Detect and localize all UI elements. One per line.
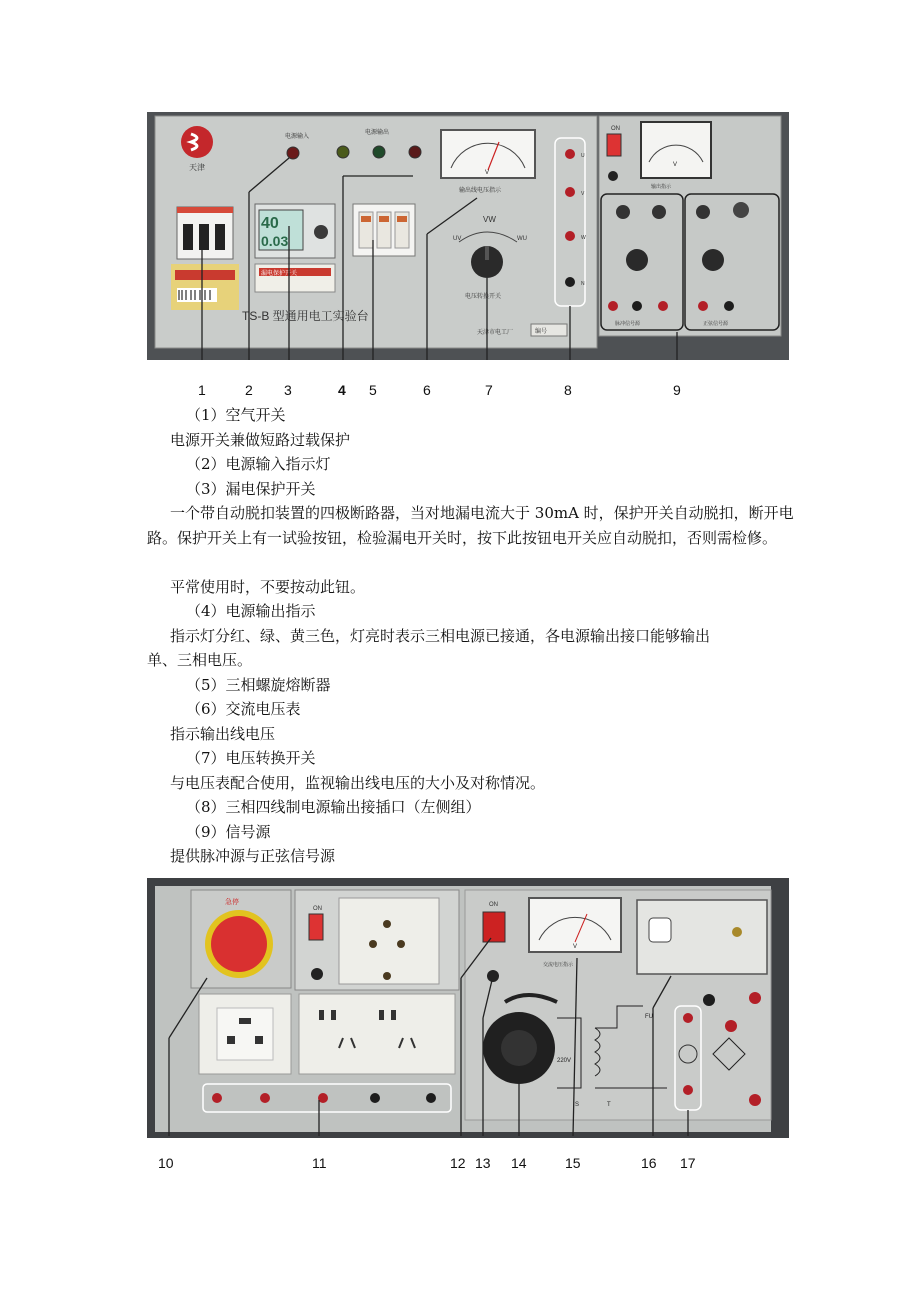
- led-output-red: [409, 146, 421, 158]
- item-7-desc: 与电压表配合使用，监视输出线电压的大小及对称情况。: [170, 774, 546, 792]
- callout-14: 14: [511, 1155, 527, 1171]
- callout-1: 1: [198, 382, 206, 398]
- led-output-yellow: [337, 146, 349, 158]
- stop-label: 急停: [225, 899, 239, 906]
- socket-label-w: W: [581, 235, 586, 241]
- callout-5: 5: [369, 382, 377, 398]
- item-6-title: （6）交流电压表: [186, 700, 301, 718]
- socket-label-v: V: [581, 191, 585, 197]
- switch-right: WU: [517, 236, 527, 242]
- panel-photo-1: [147, 112, 789, 360]
- signal-left-title: 脉冲信号源: [615, 321, 641, 327]
- item-4-desc-cont: 单、三相电压。: [147, 651, 253, 669]
- led-in-label: 电源输入: [285, 134, 310, 140]
- switch-caption: 电压转换开关: [465, 294, 502, 300]
- meter-unit: V: [485, 170, 490, 176]
- item-8-title: （8）三相四线制电源输出接插口（左侧组）: [186, 798, 481, 816]
- f2-meter-unit: V: [573, 944, 578, 950]
- figure2-callouts: [0, 1155, 920, 1185]
- meter-label: 输出线电压指示: [459, 188, 502, 194]
- signal-on: ON: [611, 126, 620, 132]
- item-6-desc: 指示输出线电压: [170, 725, 276, 743]
- item-4-title: （4）电源输出指示: [186, 602, 316, 620]
- air-switch: [177, 207, 233, 259]
- socket-label-u: U: [581, 153, 585, 159]
- signal-meter-unit: V: [673, 162, 678, 168]
- brand-text: 天津: [189, 163, 205, 172]
- callout-10: 10: [158, 1155, 174, 1171]
- callout-8: 8: [564, 382, 572, 398]
- callout-6: 6: [423, 382, 431, 398]
- callout-2: 2: [245, 382, 253, 398]
- fuse-block: [353, 204, 415, 256]
- led-out-label: 电源输出: [365, 130, 390, 136]
- panel-title: TS-B 型通用电工实验台: [242, 309, 369, 323]
- led-input-indicator: [287, 147, 299, 159]
- item-7-title: （7）电压转换开关: [186, 749, 316, 767]
- signal-meter-label: 输出指示: [651, 184, 672, 190]
- callout-15: 15: [565, 1155, 581, 1171]
- item-5-title: （5）三相螺旋熔断器: [186, 676, 331, 694]
- item-3-note: 平常使用时，不要按动此钮。: [170, 578, 366, 596]
- plate-text: 编号: [535, 329, 548, 335]
- item-9-title: （9）信号源: [186, 823, 271, 841]
- callout-4: 4: [338, 382, 346, 398]
- power-outlets: [199, 994, 455, 1074]
- voltage-label: 220V: [557, 1058, 572, 1064]
- switch-label: VW: [483, 215, 496, 224]
- maker-text: 天津市电工厂: [477, 330, 514, 336]
- item-2-title: （2）电源输入指示灯: [186, 455, 331, 473]
- sticker-text: 漏电保护开关: [261, 271, 298, 277]
- callout-11: 11: [312, 1155, 327, 1171]
- on-label-right: ON: [489, 902, 498, 908]
- callout-12: 12: [450, 1155, 466, 1171]
- lamp-box: [637, 900, 767, 974]
- leakage-protector: [255, 204, 335, 292]
- three-pin-socket: [339, 898, 439, 984]
- f2-meter-label: 交流电压指示: [543, 962, 574, 968]
- on-label-left: ON: [313, 906, 322, 912]
- tag-t: T: [607, 1102, 611, 1108]
- item-4-desc: 指示灯分红、绿、黄三色，灯亮时表示三相电源已接通，各电源输出接口能够输出: [170, 627, 711, 645]
- item-1-desc: 电源开关兼做短路过载保护: [170, 431, 351, 449]
- tag-s: S: [575, 1102, 580, 1108]
- callout-7: 7: [485, 382, 493, 398]
- signal-right-title: 正弦信号源: [703, 321, 729, 327]
- signal-source-panel: [599, 116, 781, 336]
- callout-3: 3: [284, 382, 292, 398]
- callout-16: 16: [641, 1155, 657, 1171]
- leakage-display-bottom: 0.03: [261, 233, 289, 249]
- fu-label: FU: [645, 1014, 653, 1020]
- panel-photo-2: [147, 878, 789, 1138]
- socket-label-n: N: [581, 281, 585, 287]
- switch-left: UV: [453, 236, 462, 242]
- item-9-desc: 提供脉冲源与正弦信号源: [170, 847, 336, 865]
- callout-17: 17: [680, 1155, 696, 1171]
- leakage-sticker: [171, 264, 239, 310]
- callout-13: 13: [475, 1155, 491, 1171]
- item-3-desc: 一个带自动脱扣装置的四极断路器，当对地漏电流大于 30mA 时，保护开关自动脱扣，断开电路。保护开关上有一试验按钮，检验漏电开关时，按下此按钮电开关应自动脱扣，否则需检修。: [147, 504, 794, 547]
- test-button: [314, 225, 328, 239]
- callout-9: 9: [673, 382, 681, 398]
- leakage-display-top: 40: [261, 215, 279, 232]
- item-3-title: （3）漏电保护开关: [186, 480, 316, 498]
- item-1-title: （1）空气开关: [186, 406, 286, 424]
- led-output-green: [373, 146, 385, 158]
